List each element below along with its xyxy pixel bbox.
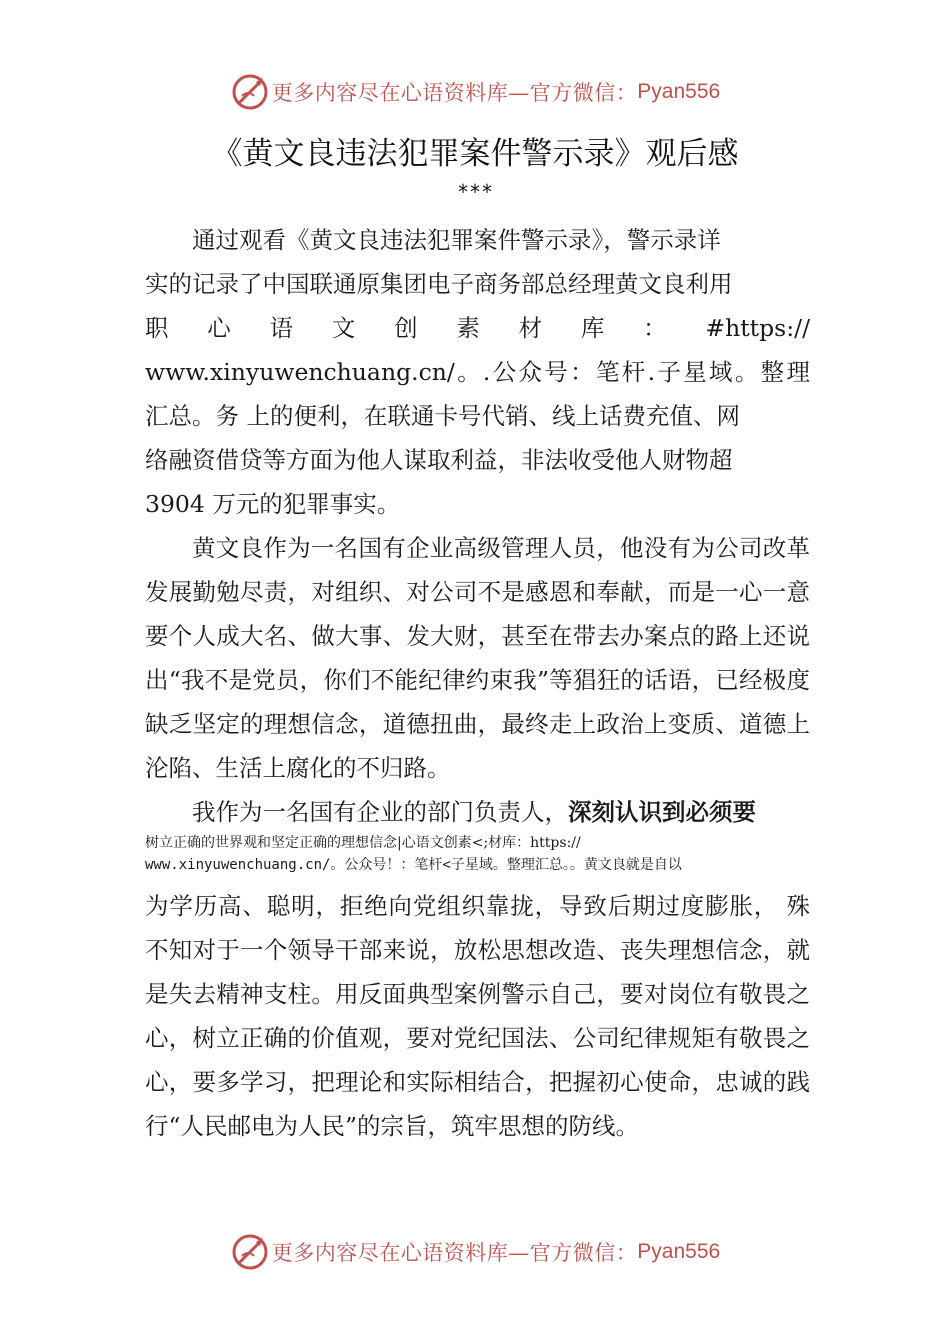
p1-line-3: 职 心 语 文 创 素 材 库 ： #https:// (145, 314, 810, 342)
p3-bold-text: 深刻认识到必须要 (568, 798, 756, 826)
small-line-2: www.xinyuwenchuang.cn/。公众号！：笔杆<子星域。整理汇总。。黄文良就是自以 (145, 857, 682, 873)
banner-wechat-id: Pyan556 (637, 80, 721, 103)
p1-line-5: 汇总。务 上的便利，在联通卡号代销、线上话费充值、网 (145, 402, 740, 430)
small-line-1: 树立正确的世界观和坚定正确的理想信念|心语文创素<;材库：https:// (145, 835, 581, 851)
paragraph-1 (145, 218, 810, 526)
p1-line-6: 络融资借贷等方面为他人谋取利益，非法收受他人财物超 (145, 446, 733, 474)
footer-banner (0, 1230, 950, 1274)
p1-line-4: www.xinyuwenchuang.cn/。.公众号：笔杆.子星域。整理 (145, 358, 810, 386)
p3-normal-text: 我作为一名国有企业的部门负责人， (192, 798, 568, 826)
inserted-small-text (145, 832, 810, 876)
header-banner (0, 70, 950, 114)
title-separator: *** (456, 180, 494, 204)
banner-text: 更多内容尽在心语资料库—官方微信： (271, 1241, 638, 1265)
banner-wechat-id: Pyan556 (637, 1240, 721, 1263)
pen-logo-icon (230, 1232, 270, 1272)
p1-line-7: 3904 万元的犯罪事实。 (145, 490, 401, 518)
p1-line-2: 实的记录了中国联通原集团电子商务部总经理黄文良利用 (145, 270, 733, 298)
paragraph-3 (145, 790, 810, 834)
pen-logo-icon (230, 72, 270, 112)
paragraph-4: 为学历高、聪明，拒绝向党组织靠拢，导致后期过度膨胀， 殊不知对于一个领导干部来说，放松思想改造、丧失理想信念，就是失去精神支柱。用反面典型案例警示自己，要对岗位有敬畏之心，树立正确的价值观，要对党纪国法、公司纪律规矩有敬畏之心，要多学习，把理论和实际相结合，把握初心使命，忠诚的践行“人民邮电为人民”的宗旨，筑牢思想的防线。 (145, 892, 810, 1140)
banner-text: 更多内容尽在心语资料库—官方微信： (271, 81, 638, 105)
paragraph-2: 黄文良作为一名国有企业高级管理人员，他没有为公司改革发展勤勉尽责，对组织、对公司不是感恩和奉献，而是一心一意要个人成大名、做大事、发大财，甚至在带去办案点的路上还说出“我不是党员，你们不能纪律约束我”等猖狂的话语，已经极度缺乏坚定的理想信念，道德扭曲，最终走上政治上变质、道德上沦陷、生活上腐化的不归路。 (145, 534, 810, 782)
document-title: 《黄文良违法犯罪案件警示录》观后感 (211, 136, 739, 172)
p1-line-1: 通过观看《黄文良违法犯罪案件警示录》，警示录详 (192, 226, 721, 254)
